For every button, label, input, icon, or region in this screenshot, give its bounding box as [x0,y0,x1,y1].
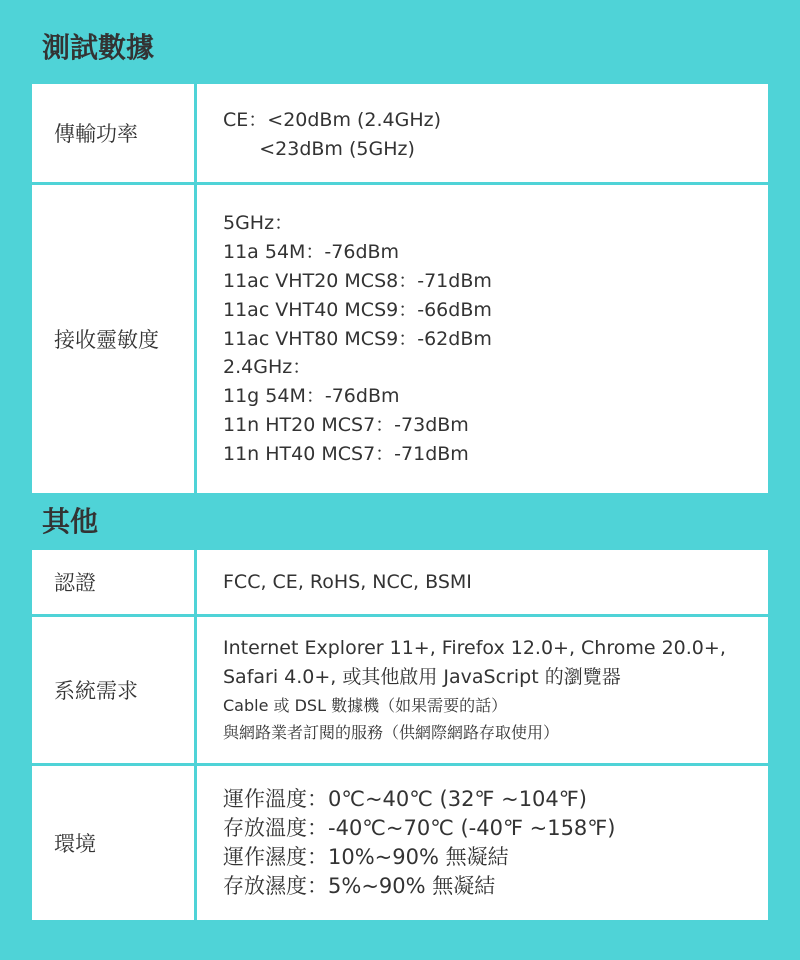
row-value-sensitivity [197,185,768,493]
environment-line: 存放濕度：5%~90% 無凝結 [223,874,496,898]
sensitivity-line: 11ac VHT80 MCS9：-62dBm [223,327,492,350]
sensitivity-line: 11a 54M：-76dBm [223,241,400,264]
row-label-environment: 環境 [32,766,194,920]
environment-line: 運作濕度：10%~90% 無凝結 [223,845,509,869]
sensitivity-line: 11n HT20 MCS7：-73dBm [223,413,469,436]
row-label-transmit-power: 傳輸功率 [32,84,194,182]
row-value-certification [197,550,768,614]
row-label-sensitivity: 接收靈敏度 [32,185,194,493]
row-value-environment [197,766,768,920]
system-line: Internet Explorer 11+, Firefox 12.0+, Chrome 20.0+, [223,637,726,660]
table-row-certification [32,550,768,614]
system-line: Cable 或 DSL 數據機（如果需要的話） [223,695,508,715]
sensitivity-line: 11ac VHT40 MCS9：-66dBm [223,298,492,321]
row-label-certification: 認證 [32,550,194,614]
environment-line: 存放溫度：-40℃~70℃ (-40℉ ~158℉) [223,816,616,840]
row-label-system-requirements: 系統需求 [32,617,194,763]
sensitivity-line: 11ac VHT20 MCS8：-71dBm [223,270,492,292]
table-row-environment [32,766,768,920]
system-line: Safari 4.0+, 或其他啟用 JavaScript 的瀏覽器 [223,666,621,688]
environment-line: 運作溫度：0℃~40℃ (32℉ ~104℉) [223,787,587,811]
table-row-sensitivity [32,185,768,493]
system-line: 與網路業者訂閱的服務（供網際網路存取使用） [223,722,560,742]
table-row-system-requirements [32,617,768,763]
section-title-other: 其他 [42,505,99,538]
certification-line: FCC, CE, RoHS, NCC, BSMI [223,570,472,593]
power-line-ce: CE：<20dBm (2.4GHz) [223,109,442,131]
sensitivity-line: 2.4GHz： [223,356,312,379]
other-table [32,550,768,920]
table-row-transmit-power [32,84,768,182]
test-data-table [32,84,768,493]
power-line-5ghz: <23dBm (5GHz) [223,137,415,160]
row-value-system-requirements [197,617,768,763]
sensitivity-line: 11g 54M：-76dBm [223,385,400,408]
sensitivity-line: 5GHz： [223,212,294,235]
sensitivity-line: 11n HT40 MCS7：-71dBm [223,442,469,465]
row-value-transmit-power [197,84,768,182]
section-title-test-data: 測試數據 [42,31,155,64]
